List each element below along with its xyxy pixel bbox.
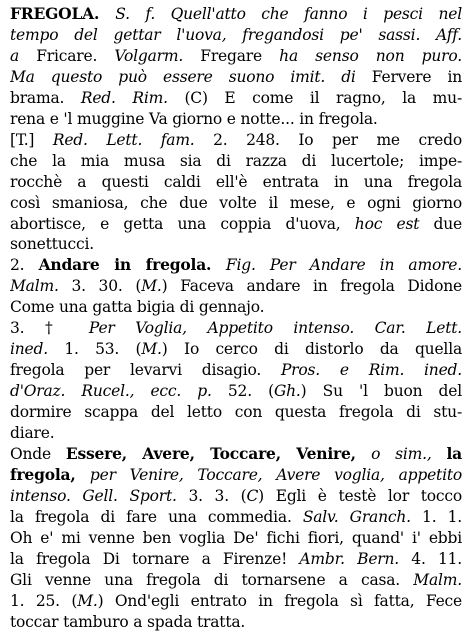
entry-line <box>10 25 462 46</box>
italic-text: Malm. <box>413 570 462 589</box>
entry-line <box>10 4 462 25</box>
body-text: 2. <box>10 256 39 275</box>
body-text: ) Ond'egli entrato in fregola sì fatta, Fece <box>97 591 462 610</box>
body-text: Fregare <box>200 46 280 65</box>
italic-text: ined. <box>10 340 65 359</box>
entry-line <box>10 381 462 402</box>
entry-line <box>10 570 462 591</box>
body-text: 3. 30. ( <box>71 277 142 296</box>
entry-line <box>10 109 462 130</box>
italic-text: per Venire, Toccare, Avere voglia, appetito <box>89 465 462 484</box>
body-text: (C) E come il ragno, la mu- <box>184 88 462 107</box>
entry-line <box>10 46 462 67</box>
entry-line <box>10 255 462 276</box>
body-text: Oh e' mi venne ben voglia De' fichi fiori, quand' i' ebbi <box>10 528 462 547</box>
body-text: 1. 53. ( <box>64 340 142 359</box>
entry-line <box>10 297 462 318</box>
italic-text: Red. Rim. <box>80 88 185 107</box>
body-text: Come una gatta bigia di gennajo. <box>10 298 265 317</box>
body-text: sonettucci. <box>10 235 94 254</box>
italic-text: Fig. Per Andare in amore. <box>225 256 462 275</box>
body-text: Fricare. <box>36 46 115 65</box>
italic-text: Ma questo può essere suono imit. di <box>10 67 372 86</box>
entry-line <box>10 67 462 88</box>
body-text: [T.] <box>10 130 53 149</box>
body-text: Fervere in <box>371 67 462 86</box>
body-text: 1. 1. <box>422 507 462 526</box>
italic-text: tempo del gettar l'uova, fregandosi pe' sassi. Aff. <box>10 25 462 44</box>
entry-line <box>10 172 462 193</box>
bold-term: la <box>446 443 462 463</box>
body-text: diare. <box>10 424 55 442</box>
italic-text: Red. Lett. fam. <box>52 130 214 149</box>
body-text: rocchè a questi caldi ell'è entrata in una fregola <box>10 172 462 191</box>
body-text: Gli venne una fregola di tornarsene a casa. <box>10 570 414 589</box>
italic-text: intenso. Gell. Sport. <box>10 486 189 505</box>
italic-text: Ambr. Bern. <box>299 549 412 568</box>
italic-text: M. <box>77 591 98 610</box>
entry-line <box>10 88 462 109</box>
body-text: 3. † <box>10 319 89 338</box>
italic-text: Per Voglia, Appetito intenso. Car. Lett. <box>88 319 462 338</box>
italic-text: Malm. <box>10 277 72 296</box>
entry-line <box>10 591 462 612</box>
entry-line <box>10 465 462 486</box>
body-text: 4. 11. <box>411 549 462 568</box>
entry-line <box>10 234 462 255</box>
bold-term: Andare in fregola. <box>38 255 226 275</box>
body-text: 2. 248. Io per me credo <box>213 130 462 149</box>
body-text: dormire scappa del letto con questa fregola di stu- <box>10 403 462 422</box>
italic-text: o sim., <box>371 444 447 463</box>
body-text: rena e 'l muggine Va giorno e notte... in fregola. <box>10 109 378 128</box>
body-text: Onde <box>10 444 66 463</box>
italic-text: Salv. Granch. <box>302 507 423 526</box>
body-text: che la mia musa sia di razza di lucertole; impe- <box>10 151 462 170</box>
body-text: 52. ( <box>227 382 274 401</box>
body-text: la fregola di fare una commedia. <box>10 507 303 526</box>
body-text: ) Su 'l buon del <box>300 382 462 401</box>
body-text: toccar tamburo a spada tratta. <box>10 612 246 631</box>
entry-line <box>10 339 462 360</box>
italic-text: d'Oraz. Rucel., ecc. p. <box>10 382 228 401</box>
body-text: ) Faceva andare in fregola Didone <box>161 277 462 296</box>
italic-text: ha senso non puro. <box>279 46 462 65</box>
body-text: abortisce, e getta una coppia d'uova, <box>10 214 355 233</box>
entry-line <box>10 549 462 570</box>
entry-line <box>10 130 462 151</box>
italic-text: hoc est <box>354 214 434 233</box>
body-text: 1. 25. ( <box>10 591 78 610</box>
entry-line <box>10 276 462 297</box>
entry-line <box>10 444 462 465</box>
entry-line <box>10 151 462 172</box>
body-text: fregola per levarvi disagio. <box>10 361 281 380</box>
bold-term: FREGOLA. <box>10 4 116 23</box>
entry-line <box>10 318 462 339</box>
body-text: ) Egli è testè lor tocco <box>258 486 462 505</box>
italic-text: S. f. Quell'atto che fanno i pesci nel <box>115 5 462 23</box>
italic-text: Pros. e Rim. ined. <box>280 361 462 380</box>
italic-text: M. <box>141 277 162 296</box>
italic-text: a <box>10 46 37 65</box>
entry-line <box>10 360 462 381</box>
italic-text: M. <box>141 340 162 359</box>
body-text: la fregola Di tornare a Firenze! <box>10 549 300 568</box>
entry-line <box>10 486 462 507</box>
body-text: brama. <box>10 88 81 107</box>
body-text: ) Io cerco di distorlo da quella <box>161 340 462 359</box>
entry-line <box>10 507 462 528</box>
entry-line <box>10 612 462 633</box>
italic-text: C <box>246 486 259 505</box>
entry-line <box>10 402 462 423</box>
body-text: 3. 3. ( <box>188 486 247 505</box>
entry-line <box>10 193 462 214</box>
body-text: due <box>433 214 462 233</box>
entry-line <box>10 528 462 549</box>
italic-text: Gh. <box>273 382 301 401</box>
italic-text: Volgarm. <box>114 46 201 65</box>
entry-line <box>10 423 462 444</box>
entry-line <box>10 214 462 235</box>
bold-term: fregola, <box>10 464 90 484</box>
bold-term: Essere, Avere, Toccare, Venire, <box>65 443 372 463</box>
body-text: così smaniosa, che due volte il mese, e ogni giorno <box>10 193 462 212</box>
